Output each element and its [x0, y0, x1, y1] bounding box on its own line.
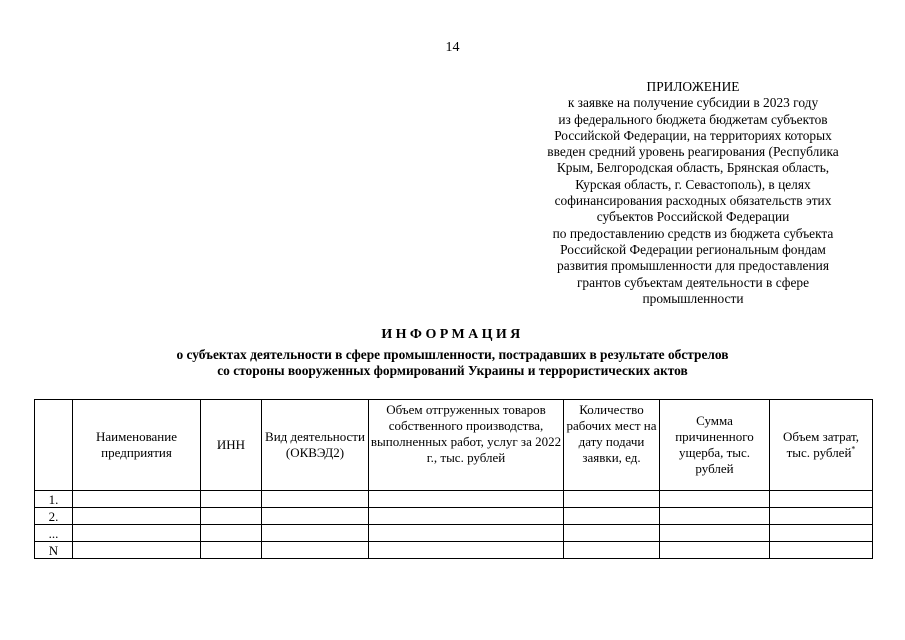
appendix-title: ПРИЛОЖЕНИЕ: [646, 79, 740, 94]
table-cell: [201, 491, 262, 508]
appendix-line: Крым, Белгородская область, Брянская область,: [556, 160, 830, 176]
row-number: ...: [35, 525, 73, 542]
table-cell: [73, 525, 201, 542]
table-cell: [770, 508, 873, 525]
header-activity-type: Вид деятельности (ОКВЭД2): [262, 400, 369, 491]
table-cell: [262, 508, 369, 525]
header-row-number: [35, 400, 73, 491]
table-cell: [262, 491, 369, 508]
appendix-line: Российской Федерации региональным фондам: [560, 241, 826, 257]
row-number: N: [35, 542, 73, 559]
header-jobs-count: Количество рабочих мест на дату подачи заявки, ед.: [564, 400, 660, 491]
table-cell: [201, 542, 262, 559]
information-table: [34, 399, 873, 559]
table-cell: [660, 508, 770, 525]
appendix-block: [520, 79, 866, 307]
page-number: 14: [445, 40, 460, 55]
table-header-row: [35, 400, 873, 491]
table-cell: [262, 525, 369, 542]
appendix-line: из федерального бюджета бюджетам субъектов: [558, 111, 828, 127]
table-row: [35, 542, 873, 559]
table-cell: [369, 525, 564, 542]
appendix-line: субъектов Российской Федерации: [596, 209, 790, 225]
table-cell: [73, 542, 201, 559]
table-cell: [369, 491, 564, 508]
table-row: [35, 508, 873, 525]
appendix-line: Российской Федерации, на территориях которых: [554, 127, 832, 143]
table-cell: [564, 525, 660, 542]
appendix-line: развития промышленности для предоставления: [557, 258, 829, 274]
header-inn: ИНН: [201, 400, 262, 491]
header-damage-amount: Сумма причиненного ущерба, тыс. рублей: [660, 400, 770, 491]
row-number: 1.: [35, 491, 73, 508]
appendix-line: промышленности: [642, 290, 744, 306]
table-row: [35, 525, 873, 542]
row-number: 2.: [35, 508, 73, 525]
table-cell: [262, 542, 369, 559]
header-costs-label: Объем затрат, тыс. рублей: [783, 429, 859, 460]
appendix-line: грантов субъектам деятельности в сфере: [576, 274, 810, 290]
appendix-line: по предоставлению средств из бюджета субъекта: [552, 225, 834, 241]
table-cell: [660, 525, 770, 542]
appendix-line: Курская область, г. Севастополь), в целях: [575, 176, 811, 192]
table-cell: [564, 491, 660, 508]
table-cell: [770, 525, 873, 542]
table-cell: [770, 542, 873, 559]
header-shipment-volume: Объем отгруженных товаров собственного производства, выполненных работ, услуг за 2022 г., тыс. рублей: [369, 400, 564, 491]
table-cell: [660, 542, 770, 559]
table-cell: [201, 508, 262, 525]
appendix-line: введен средний уровень реагирования (Республика: [547, 144, 839, 160]
subtitle-line-2: со стороны вооруженных формирований Украины и террористических актов: [217, 363, 688, 378]
table-cell: [73, 508, 201, 525]
header-company-name: Наименование предприятия: [73, 400, 201, 491]
table-cell: [201, 525, 262, 542]
document-subtitle: [80, 347, 825, 379]
table-cell: [369, 542, 564, 559]
appendix-line: софинансирования расходных обязательств этих: [554, 193, 832, 209]
table-row: [35, 491, 873, 508]
table-cell: [660, 491, 770, 508]
table-cell: [369, 508, 564, 525]
table-cell: [564, 542, 660, 559]
subtitle-line-1: о субъектах деятельности в сфере промышленности, пострадавших в результате обстрелов: [176, 347, 729, 362]
footnote-mark: *: [851, 444, 856, 454]
table-cell: [73, 491, 201, 508]
appendix-line: к заявке на получение субсидии в 2023 году: [567, 95, 819, 111]
header-costs-volume: [770, 400, 873, 491]
table-cell: [564, 508, 660, 525]
table-cell: [770, 491, 873, 508]
document-title: ИНФОРМАЦИЯ: [381, 327, 524, 342]
